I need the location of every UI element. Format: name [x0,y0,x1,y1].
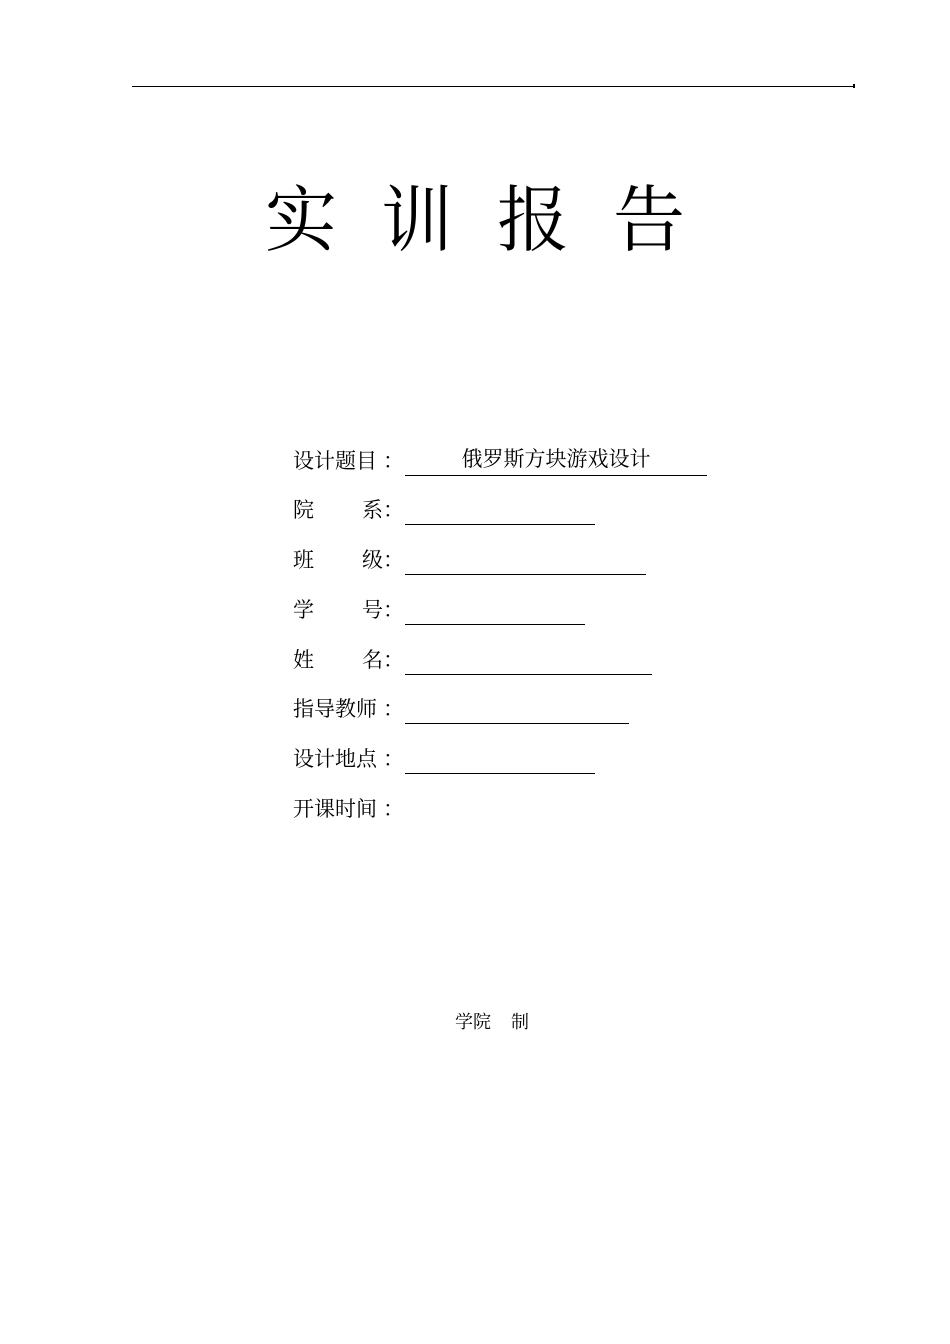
course-time-label: 开课时间 [293,797,377,821]
location-colon: ： [383,747,404,771]
class-label [293,545,383,575]
department-colon: ： [383,498,404,522]
design-topic-value: 俄罗斯方块游戏设计 [461,447,651,471]
design-topic-label: 设计题目 [293,449,377,473]
course-time-colon: ： [383,797,404,821]
name-label-char-2: 名 [362,648,383,672]
design-topic-colon: ： [383,449,404,473]
class-field[interactable] [405,545,646,575]
header-rule-tick [853,84,855,88]
advisor-label: 指导教师 [293,697,377,721]
location-field[interactable] [405,744,595,774]
student-id-colon: ： [383,598,404,622]
department-label-char-1: 院 [293,498,314,522]
location-label: 设计地点 [293,747,377,771]
footer-suffix: 制 [511,1012,529,1033]
design-topic-field[interactable] [405,446,707,476]
advisor-colon: ： [383,697,404,721]
student-id-label-char-2: 号 [362,598,383,622]
advisor-field[interactable] [405,694,629,724]
student-id-field[interactable] [405,595,585,625]
name-label-char-1: 姓 [293,648,314,672]
name-label [293,645,383,675]
header-rule [132,86,855,87]
report-title: 实训报告 [264,178,729,262]
department-label [293,495,383,525]
name-field[interactable] [405,645,652,675]
class-label-char-2: 级 [362,548,383,572]
department-field[interactable] [405,495,595,525]
name-colon: ： [383,648,404,672]
footer-college: 学院 [455,1012,491,1033]
department-label-char-2: 系 [362,498,383,522]
class-label-char-1: 班 [293,548,314,572]
student-id-label-char-1: 学 [293,598,314,622]
class-colon: ： [383,548,404,572]
footer-attribution [455,1010,529,1036]
student-id-label [293,595,383,625]
